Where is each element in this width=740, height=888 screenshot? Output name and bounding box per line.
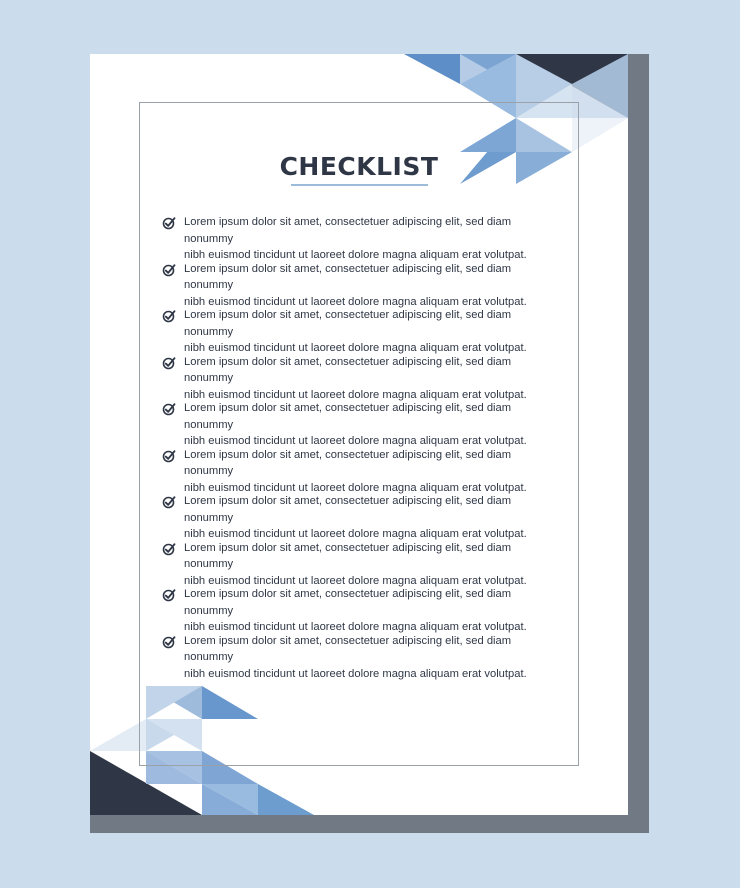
checklist-item-line: nibh euismod tincidunt ut laoreet dolore magna aliquam erat volutpat. xyxy=(184,435,527,447)
check-circle-icon xyxy=(162,263,176,277)
check-circle-icon xyxy=(162,635,176,649)
checklist-item-line: Lorem ipsum dolor sit amet, consectetuer adipiscing elit, sed diam nonummy xyxy=(184,355,512,384)
check-circle-icon xyxy=(162,402,176,416)
page-title: CHECKLIST xyxy=(279,152,439,181)
checklist-item-line: nibh euismod tincidunt ut laoreet dolore magna aliquam erat volutpat. xyxy=(184,249,527,261)
check-circle-icon xyxy=(162,542,176,556)
check-circle-icon xyxy=(162,309,176,323)
checklist-item-line: nibh euismod tincidunt ut laoreet dolore magna aliquam erat volutpat. xyxy=(184,621,527,633)
check-circle-icon xyxy=(162,449,176,463)
checklist-item-line: nibh euismod tincidunt ut laoreet dolore magna aliquam erat volutpat. xyxy=(184,342,527,354)
title-underline xyxy=(291,184,428,186)
check-circle-icon xyxy=(162,216,176,230)
checklist-item-line: Lorem ipsum dolor sit amet, consectetuer adipiscing elit, sed diam nonummy xyxy=(184,262,512,291)
checklist-item xyxy=(162,633,562,680)
checklist-item xyxy=(162,214,562,261)
checklist-item-line: Lorem ipsum dolor sit amet, consectetuer adipiscing elit, sed diam nonummy xyxy=(184,495,512,524)
checklist-item-line: Lorem ipsum dolor sit amet, consectetuer adipiscing elit, sed diam nonummy xyxy=(184,588,512,617)
checklist-item xyxy=(162,400,562,447)
checklist-item-line: nibh euismod tincidunt ut laoreet dolore magna aliquam erat volutpat. xyxy=(184,528,527,540)
checklist-item-line: Lorem ipsum dolor sit amet, consectetuer adipiscing elit, sed diam nonummy xyxy=(184,402,512,431)
check-circle-icon xyxy=(162,356,176,370)
check-circle-icon xyxy=(162,588,176,602)
checklist-item xyxy=(162,540,562,587)
checklist-item-line: Lorem ipsum dolor sit amet, consectetuer adipiscing elit, sed diam nonummy xyxy=(184,216,512,245)
document-page xyxy=(90,54,628,815)
checklist-item-line: nibh euismod tincidunt ut laoreet dolore magna aliquam erat volutpat. xyxy=(184,388,527,401)
checklist-item xyxy=(162,261,562,308)
checklist-item-line: Lorem ipsum dolor sit amet, consectetuer adipiscing elit, sed diam nonummy xyxy=(184,634,512,663)
checklist-item-line: nibh euismod tincidunt ut laoreet dolore magna aliquam erat volutpat. xyxy=(184,481,527,494)
checklist-item-line: Lorem ipsum dolor sit amet, consectetuer adipiscing elit, sed diam nonummy xyxy=(184,541,512,570)
checklist-item-line: nibh euismod tincidunt ut laoreet dolore magna aliquam erat volutpat. xyxy=(184,667,527,680)
check-circle-icon xyxy=(162,495,176,509)
checklist-item-line: nibh euismod tincidunt ut laoreet dolore magna aliquam erat volutpat. xyxy=(184,574,527,587)
checklist-item xyxy=(162,586,562,633)
checklist-item xyxy=(162,493,562,540)
checklist-item xyxy=(162,307,562,354)
checklist xyxy=(162,214,562,679)
checklist-item xyxy=(162,354,562,401)
checklist-item-line: nibh euismod tincidunt ut laoreet dolore magna aliquam erat volutpat. xyxy=(184,295,527,308)
checklist-item xyxy=(162,447,562,494)
checklist-item-line: Lorem ipsum dolor sit amet, consectetuer adipiscing elit, sed diam nonummy xyxy=(184,309,512,338)
checklist-item-line: Lorem ipsum dolor sit amet, consectetuer adipiscing elit, sed diam nonummy xyxy=(184,448,512,477)
